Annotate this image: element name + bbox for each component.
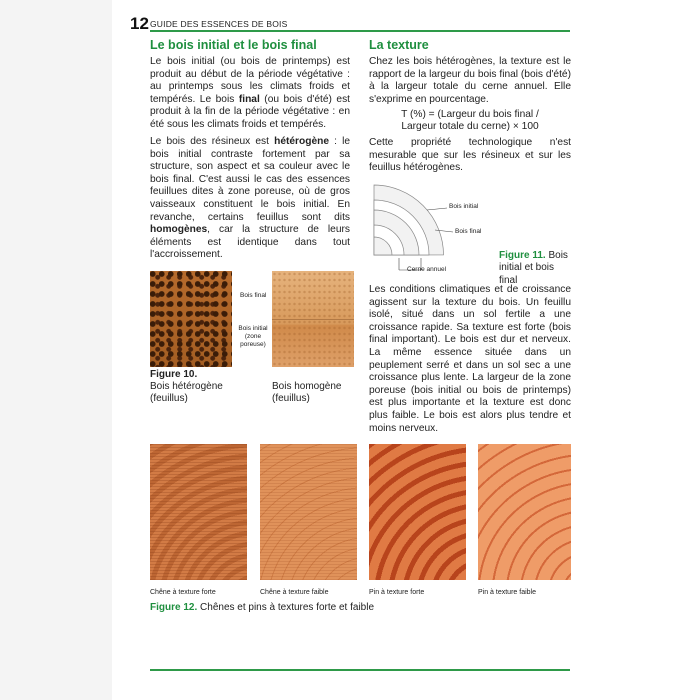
photo-caption-chene-forte: Chêne à texture forte [150,589,216,596]
formula-line-1: T (%) = (Largeur du bois final / [401,109,539,120]
section-heading-bois-initial-final: Le bois initial et le bois final [150,38,317,52]
figure11-label: Figure 11. [499,250,546,261]
text-run: Le bois des résineux est [150,136,275,147]
photo-chene-texture-faible [260,444,357,580]
footer-rule [150,669,570,671]
label-fig11-cerne-annuel: Cerne annuel [407,266,447,273]
page-gutter [0,0,112,700]
photo-caption-pin-forte: Pin à texture forte [369,589,425,596]
figure12-caption-text: Chênes et pins à textures forte et faible [200,602,375,613]
photo-caption-chene-faible: Chêne à texture faible [260,589,329,596]
figure10-label: Figure 10. [150,369,198,380]
label-fig11-bois-final: Bois final [455,228,482,235]
figure11-caption [499,250,571,287]
photo-bois-homogene [272,271,354,367]
bold-term-final: final [238,93,260,105]
text-run: , car la structure de leurs éléments est identique dans tout l'accroissement. [150,224,350,261]
text-run: (ou bois d'été) est produit à la fin de la période végétative : en été sous les climats froids et tempérés. [150,93,350,130]
leader-bois-initial [427,208,447,210]
photo-bois-heterogene [150,271,232,367]
paragraph-bois-initial [150,56,350,132]
photo-pin-texture-faible [478,444,571,580]
paragraph-conditions-croissance: Les conditions climatiques et de croissance agissent sur la texture du bois. Un feuillu isolé, situé dans un sol fertile a une croissance rapide. Sa texture est forte (bois final important). Le bois est dur et nerveux. La même essence située dans un peuplement serré et dans un sol sec a une croissance plus lente. La largeur de la zone poreuse (bois initial ou bois de printemps) est plus importante et la texture est donc plus faible. Le bois est alors plus tendre et moins nerveux. [369,284,571,434]
photo-chene-texture-forte [150,444,247,580]
paragraph-heterogene [150,136,350,262]
figure11-caption-text: Bois initial et bois final [499,250,568,286]
section-heading-texture: La texture [369,38,429,52]
text-run: : le bois initial contraste fortement par sa structure, son aspect et sa couleur avec le bois final. C'est aussi le cas des essences feuillues dites à zone poreuse, où de gros vaisseaux constituent le bois initial. En revanche, certains feuillus sont dits [150,136,350,223]
figure12-label: Figure 12. [150,602,198,613]
bold-term-homogenes: homogènes [150,224,208,236]
growth-ring-sectors [374,185,444,255]
photo-caption-pin-faible: Pin à texture faible [478,589,536,596]
figure10-caption-heterogene: Bois hétérogène (feuillus) [150,381,223,405]
label-bois-initial-zone-poreuse: Bois initial (zone poreuse) [238,325,268,348]
label-fig11-bois-initial: Bois initial [449,203,479,210]
running-header: GUIDE DES ESSENCES DE BOIS [150,19,288,29]
text-run: Le bois initial (ou bois de printemps) est produit au début de la période végétative : au printemps sous les climats froids et tempérés. Le bois [150,56,350,105]
formula-line-2: Largeur totale du cerne) × 100 [401,121,539,132]
header-rule [150,30,570,32]
figure10-caption-homogene: Bois homogène (feuillus) [272,381,342,405]
photo-pin-texture-forte [369,444,466,580]
ring-boundary-line [272,319,354,320]
label-bois-final: Bois final [240,292,267,299]
bold-term-heterogene: hétérogène [274,136,330,147]
paragraph-texture-mesurable: Cette propriété technologique n'est mesurable que sur les résineux et sur les feuillus hétérogènes. [369,137,571,174]
page-number: 12 [130,14,149,33]
paragraph-texture-definition: Chez les bois hétérogènes, la texture est le rapport de la largeur du bois final (bois d'été) à la largeur totale du cerne annuel. Elle s'exprime en pourcentage. [369,56,571,105]
figure12-caption [150,602,410,614]
